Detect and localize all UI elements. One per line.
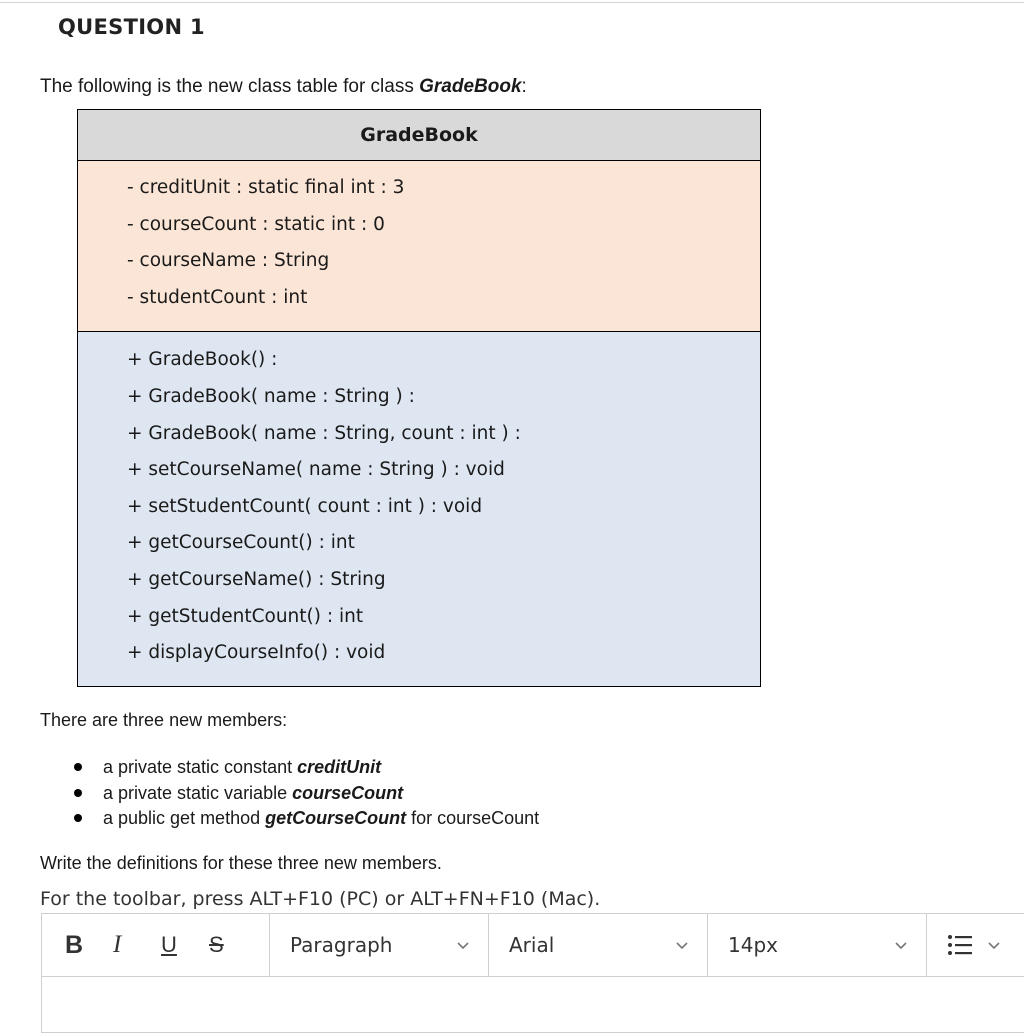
list-item: a private static constant creditUnit [74, 756, 539, 782]
italic-button[interactable]: I [113, 931, 122, 958]
font-size-value: 14px [728, 933, 778, 957]
intro-prefix: The following is the new class table for class [40, 76, 420, 97]
bold-button[interactable]: B [65, 930, 84, 959]
uml-attribute: - courseCount : static int : 0 [127, 213, 385, 235]
write-instructions: Write the definitions for these three new members. [40, 853, 442, 873]
member-name: getCourseCount [265, 808, 407, 828]
uml-operations-section [78, 332, 760, 685]
uml-operation: + displayCourseInfo() : void [127, 642, 386, 664]
bullet-icon [74, 814, 82, 822]
strikethrough-button[interactable]: S [209, 932, 224, 957]
bullet-icon [74, 789, 82, 797]
font-family-value: Arial [509, 933, 555, 957]
uml-operation: + GradeBook() : [127, 349, 278, 371]
top-divider [0, 2, 1024, 3]
chevron-down-icon [987, 938, 1001, 952]
format-button-group [42, 914, 270, 976]
new-members-intro: There are three new members: [40, 710, 288, 730]
uml-operation: + GradeBook( name : String, count : int ) : [127, 422, 521, 444]
chevron-down-icon [675, 938, 689, 952]
uml-class-name: GradeBook [78, 110, 760, 161]
font-family-select[interactable] [489, 914, 708, 976]
rich-text-editor[interactable] [41, 913, 1024, 1033]
uml-operation: + setCourseName( name : String ) : void [127, 459, 505, 481]
new-members-list [74, 756, 539, 833]
chevron-down-icon [894, 938, 908, 952]
bulleted-list-icon [947, 933, 973, 957]
uml-operation: + getCourseName() : String [127, 568, 386, 590]
list-item: a public get method getCourseCount for courseCount [74, 807, 539, 833]
uml-class-diagram [77, 109, 761, 687]
question-intro [40, 76, 527, 98]
intro-suffix: : [521, 76, 527, 97]
bullet-icon [74, 763, 82, 771]
member-name: creditUnit [297, 757, 382, 777]
editor-toolbar [42, 914, 1024, 977]
uml-attribute: - studentCount : int [127, 286, 308, 308]
underline-button[interactable]: U [161, 932, 177, 957]
uml-operation: + GradeBook( name : String ) : [127, 385, 415, 407]
uml-attribute: - creditUnit : static final int : 3 [127, 177, 405, 198]
list-item: a private static variable courseCount [74, 782, 539, 808]
block-format-value: Paragraph [290, 933, 393, 957]
uml-operation: + getCourseCount() : int [127, 532, 355, 554]
block-format-select[interactable] [270, 914, 489, 976]
bulleted-list-button[interactable] [927, 914, 1024, 976]
uml-operation: + getStudentCount() : int [127, 605, 364, 627]
toolbar-hint: For the toolbar, press ALT+F10 (PC) or ALT+FN+F10 (Mac). [40, 888, 601, 910]
chevron-down-icon [456, 938, 470, 952]
uml-attributes-section [78, 161, 760, 332]
font-size-select[interactable] [708, 914, 927, 976]
uml-operation: + setStudentCount( count : int ) : void [127, 495, 483, 517]
intro-class-name: GradeBook [419, 76, 522, 97]
question-title: QUESTION 1 [58, 15, 205, 39]
member-name: courseCount [292, 782, 404, 803]
uml-attribute: - courseName : String [127, 250, 330, 272]
